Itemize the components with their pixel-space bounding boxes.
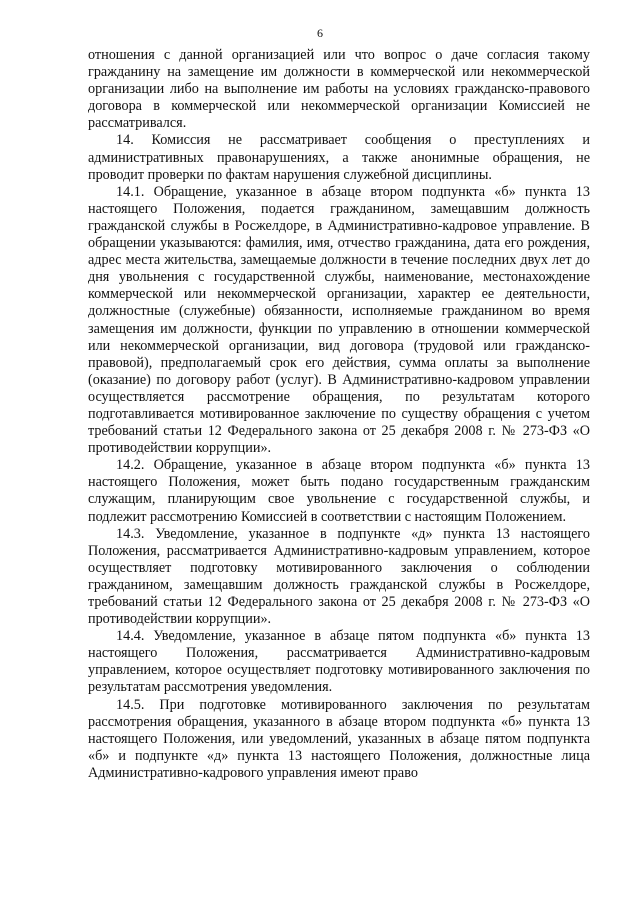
paragraph-continuation: отношения с данной организацией или что вопрос о даче согласия такому гражданину на замещение им должности в коммерческой или некоммерческой организации либо на выполнение им работы на условиях гражданско-правового договора в коммерческой или некоммерческой организации Комиссией не рассматривался.	[88, 47, 590, 132]
paragraph-14-3: 14.3. Уведомление, указанное в подпункте «д» пункта 13 настоящего Положения, рассматривается Административно-кадровым управлением, которое осуществляет подготовку мотивированного заключения о соблюдении гражданином, замещавшим должность гражданской службы в Росжелдоре, требований статьи 12 Федерального закона от 25 декабря 2008 г. № 273-ФЗ «О противодействии коррупции».	[88, 525, 590, 628]
paragraph-14: 14. Комиссия не рассматривает сообщения о преступлениях и административных правонарушениях, а также анонимные обращения, не проводит проверки по фактам нарушения служебной дисциплины.	[88, 132, 590, 183]
page-number: 6	[317, 26, 323, 40]
document-body	[88, 47, 590, 782]
paragraph-14-5: 14.5. При подготовке мотивированного заключения по результатам рассмотрения обращения, указанного в абзаце втором подпункта «б» пункта 13 настоящего Положения, или уведомлений, указанных в абзаце пятом подпункта «б» и подпункте «д» пункта 13 настоящего Положения, должностные лица Административно-кадрового управления имеют право	[88, 696, 590, 781]
paragraph-14-1: 14.1. Обращение, указанное в абзаце втором подпункта «б» пункта 13 настоящего Положения, подается гражданином, замещавшим должность гражданской службы в Росжелдоре, в Административно-кадровое управление. В обращении указываются: фамилия, имя, отчество гражданина, дата его рождения, адрес места жительства, замещаемые должности в течение последних двух лет до дня увольнения с государственной службы, наименование, местонахождение коммерческой или некоммерческой организации, характер ее деятельности, должностные (служебные) обязанности, исполняемые гражданином во время замещения им должности, функции по управлению в отношении коммерческой или некоммерческой организации, вид договора (трудовой или гражданско-правовой), предполагаемый срок его действия, сумма оплаты за выполнение (оказание) по договору работ (услуг). В Административно-кадровом управлении осуществляется рассмотрение обращения, по результатам которого подготавливается мотивированное заключение по существу обращения с учетом требований статьи 12 Федерального закона от 25 декабря 2008 г. № 273-ФЗ «О противодействии коррупции».	[88, 183, 590, 457]
paragraph-14-2: 14.2. Обращение, указанное в абзаце втором подпункта «б» пункта 13 настоящего Положения, может быть подано государственным гражданским служащим, планирующим свое увольнение с государственной службы, и подлежит рассмотрению Комиссией в соответствии с настоящим Положением.	[88, 457, 590, 525]
paragraph-14-4: 14.4. Уведомление, указанное в абзаце пятом подпункта «б» пункта 13 настоящего Положения, рассматривается Административно-кадровым управлением, которое осуществляет подготовку мотивированного заключения по результатам рассмотрения уведомления.	[88, 628, 590, 696]
